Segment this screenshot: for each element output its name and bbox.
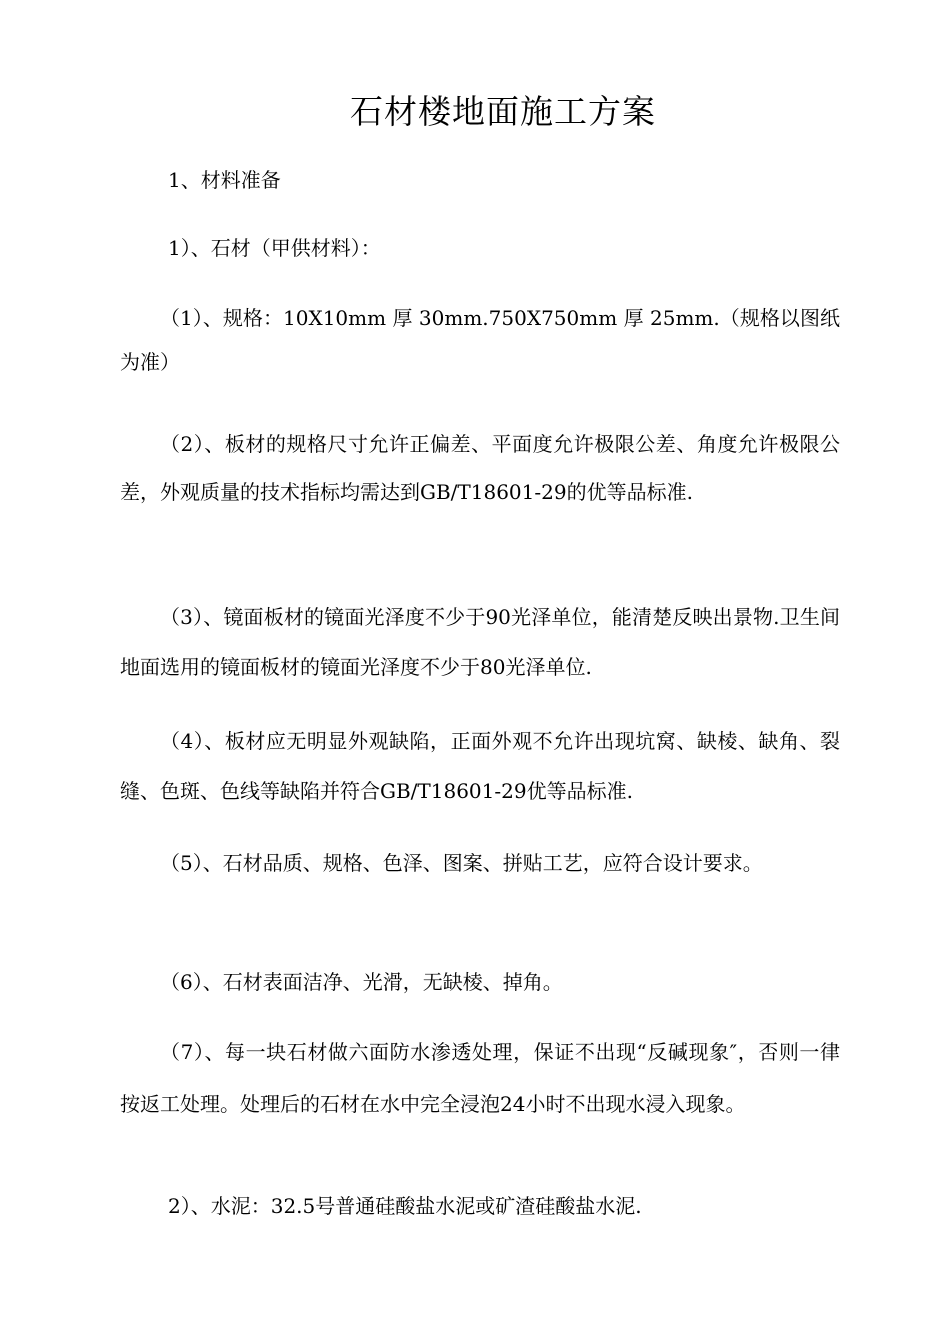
item-3-gloss — [120, 592, 840, 692]
item-5-quality — [120, 838, 840, 888]
document-title: 石材楼地面施工方案 — [350, 92, 656, 131]
item-4-defects — [120, 716, 840, 816]
subsection-heading-stone: 1）、石材（甲供材料）： — [168, 236, 381, 260]
item-6-surface — [120, 960, 840, 1004]
paragraph: （4）、板材应无明显外观缺陷，正面外观不允许出现坑窝、缺棱、缺角、裂缝、色斑、色线等缺陷并符合GB/T18601-29优等品标准. — [120, 729, 840, 803]
paragraph: （3）、镜面板材的镜面光泽度不少于90光泽单位，能清楚反映出景物.卫生间地面选用的镜面板材的镜面光泽度不少于80光泽单位. — [120, 605, 840, 679]
paragraph: （7）、每一块石材做六面防水渗透处理，保证不出现“反碱现象″，否则一律按返工处理。处理后的石材在水中完全浸泡24小时不出现水浸入现象。 — [120, 1040, 840, 1116]
paragraph: （5）、石材品质、规格、色泽、图案、拼贴工艺，应符合设计要求。 — [160, 851, 763, 875]
paragraph: （6）、石材表面洁净、光滑，无缺棱、掉角。 — [160, 970, 563, 994]
item-7-waterproofing — [120, 1026, 840, 1130]
paragraph: （2）、板材的规格尺寸允许正偏差、平面度允许极限公差、角度允许极限公差，外观质量的技术指标均需达到GB/T18601-29的优等品标准. — [120, 432, 840, 504]
section-heading-materials: 1、材料准备 — [168, 168, 281, 192]
item-2-tolerance — [120, 420, 840, 516]
paragraph: （1）、规格：10X10mm 厚 30mm.750X750mm 厚 25mm.（规格以图纸为准） — [120, 306, 840, 374]
item-1-specification — [120, 296, 840, 384]
subsection-heading-cement: 2）、水泥：32.5号普通硅酸盐水泥或矿渣硅酸盐水泥. — [168, 1194, 642, 1218]
